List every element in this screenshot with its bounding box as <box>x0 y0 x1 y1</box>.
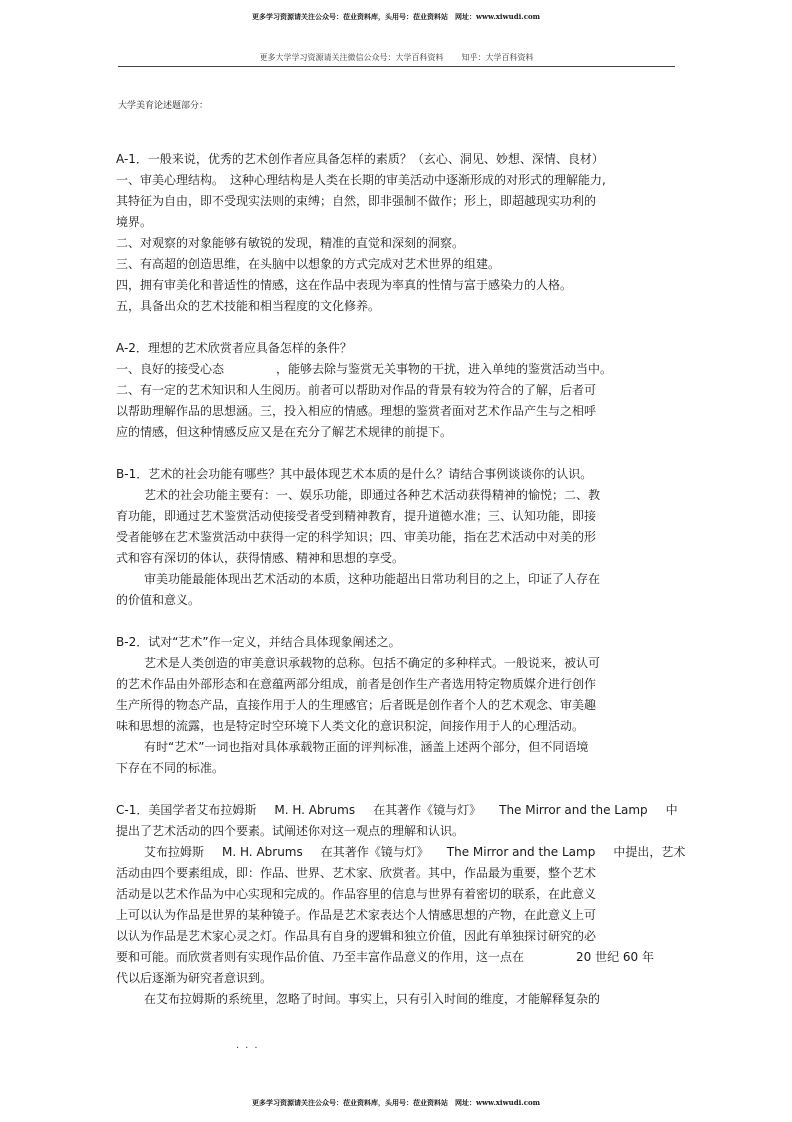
text-line: 提出了艺术活动的四个要素。试阐述你对这一观点的理解和认识。 <box>116 824 465 838</box>
paragraph-gap <box>116 779 676 800</box>
text-line: 艺术的社会功能主要有：一、娱乐功能，即通过各种艺术活动获得精神的愉悦；二、教 <box>144 488 601 502</box>
text-run: 在其著作《镜与灯》 <box>373 803 482 817</box>
text-line: 活动由四个要素组成，即：作品、世界、艺术家、欣赏者。其中，作品最为重要，整个艺术 <box>116 866 597 880</box>
page-header <box>118 52 675 63</box>
question-a2: A-2．理想的艺术欣赏者应具备怎样的条件？ <box>116 341 352 355</box>
text-line: 活动是以艺术作品为中心实现和完成的。作品容里的信息与世界有着密切的联系，在此意义 <box>116 887 597 901</box>
header-zhihu: 知乎：大学百科资料 <box>461 53 534 62</box>
text-line <box>116 359 676 380</box>
text-line: 式和容有深切的体认，获得情感、精神和思想的享受。 <box>116 551 405 565</box>
text-line: 在艾布拉姆斯的系统里，忽略了时间。事实上，只有引入时间的维度，才能解释复杂的 <box>144 992 601 1006</box>
text-line: 以帮助理解作品的思想涵。三，投入相应的情感。理想的鉴赏者面对艺术作品产生与之相呼 <box>116 404 597 418</box>
text-line: 生产所得的物态产品，直接作用于人的生理感官；后者既是创作者个人的艺术观念、审美趣 <box>116 698 597 712</box>
text-run: 艾布拉姆斯 <box>144 845 205 859</box>
text-run: C-1．美国学者艾布拉姆斯 <box>116 803 257 817</box>
text-line: 二、有一定的艺术知识和人生阅历。前者可以帮助对作品的背景有较为符合的了解，后者可 <box>116 383 597 397</box>
text-line: 三、有高超的创造思维，在头脑中以想象的方式完成对艺术世界的组建。 <box>116 257 501 271</box>
text-line: 二、对观察的对象能够有敏锐的发现，精准的直觉和深刻的洞察。 <box>116 236 465 250</box>
text-line: 其特征为自由，即不受现实法则的束缚；自然，即非强制不做作；形上，即超越现实功利的 <box>116 194 597 208</box>
page-dots: ... <box>236 1040 264 1051</box>
question-a1: A-1．一般来说，优秀的艺术创作者应具备怎样的素质？（玄心、洞见、妙想、深情、良材） <box>116 152 604 166</box>
header-rule <box>118 66 675 67</box>
text-run: The Mirror and the Lamp <box>446 845 596 859</box>
question-c1 <box>116 800 676 821</box>
paragraph-gap <box>116 317 676 338</box>
text-run: 在其著作《镜与灯》 <box>320 845 429 859</box>
text-line: 味和思想的流露，也是特定时空环境下人类文化的意识积淀，间接作用于人的心理活动。 <box>116 719 585 733</box>
text-run: M. H. Abrums <box>222 845 303 859</box>
footer-banner: 更多学习资源请关注公众号：莅业资料库，头用号：莅业资料站 网址：www.xiwudi.com <box>251 1098 541 1107</box>
text-line: 的艺术作品由外部形态和在意蕴两部分组成，前者是创作生产者选用特定物质媒介进行创作 <box>116 677 597 691</box>
text-run: 中提出，艺术 <box>613 845 686 859</box>
text-line: 五，具备出众的艺术技能和相当程度的文化修养。 <box>116 299 381 313</box>
text-line: 育功能，即通过艺术鉴赏活动使接受者受到精神教育，提升道德水准；三、认知功能，即接 <box>116 509 597 523</box>
text-line: 以认为作品是艺术家心灵之灯。作品具有自身的逻辑和独立价值，因此有单独探讨研究的必 <box>116 929 597 943</box>
text-line: 有时“艺术”一词也指对具体承载物正面的评判标准，涵盖上述两个部分，但不同语境 <box>144 740 589 754</box>
header-wechat: 更多大学学习资源请关注微信公众号：大学百科资料 <box>259 53 444 62</box>
text-line <box>116 842 686 863</box>
text-line: 一、审美心理结构。 这种心理结构是人类在长期的审美活动中逐渐形成的对形式的理解能力, <box>116 173 606 187</box>
text-run: 一、良好的接受心态 <box>116 362 225 376</box>
text-run: ，能够去除与鉴赏无关事物的干扰，进入单纯的鉴赏活动当中。 <box>276 362 613 376</box>
document-body <box>116 149 686 1010</box>
question-b1: B-1．艺术的社会功能有哪些？其中最体现艺术本质的是什么？请结合事例谈谈你的认识。 <box>116 467 593 481</box>
top-banner: 更多学习资源请关注公众号：莅业资料库，头用号：莅业资料站 网址：www.xiwudi.com <box>251 12 541 21</box>
paragraph-gap <box>116 443 676 464</box>
text-run: 20 世纪 60 年 <box>576 950 654 964</box>
text-run: 中 <box>665 803 678 817</box>
text-line: 下存在不同的标准。 <box>116 761 225 775</box>
text-line: 受者能够在艺术鉴赏活动中获得一定的科学知识；四、审美功能，指在艺术活动中对美的形 <box>116 530 597 544</box>
text-line: 艺术是人类创造的审美意识承载物的总称。包括不确定的多种样式。一般说来，被认可 <box>144 656 601 670</box>
section-title: 大学美育论述题部分： <box>118 101 209 111</box>
text-run: 要和可能。而欣赏者则有实现作品价值、乃至丰富作品意义的作用，这一点在 <box>116 950 525 964</box>
text-line: 四，拥有审美化和普适性的情感，这在作品中表现为率真的性情与富于感染力的人格。 <box>116 278 573 292</box>
text-line: 审美功能最能体现出艺术活动的本质，这种功能超出日常功利目的之上，印证了人存在 <box>144 572 601 586</box>
text-run: M. H. Abrums <box>274 803 356 817</box>
text-line: 上可以认为作品是世界的某种镜子。作品是艺术家表达个人情感思想的产物，在此意义上可 <box>116 908 597 922</box>
text-line: 代以后逐渐为研究者意识到。 <box>116 971 273 985</box>
text-line: 境界。 <box>116 215 153 229</box>
text-line: 的价值和意义。 <box>116 593 201 607</box>
paragraph-gap <box>116 611 676 632</box>
text-run: The Mirror and the Lamp <box>499 803 648 817</box>
question-b2: B-2．试对“艺术”作一定义，并结合具体现象阐述之。 <box>116 635 401 649</box>
text-line <box>116 947 676 968</box>
text-line: 应的情感，但这种情感反应又是在充分了解艺术规律的前提下。 <box>116 425 453 439</box>
